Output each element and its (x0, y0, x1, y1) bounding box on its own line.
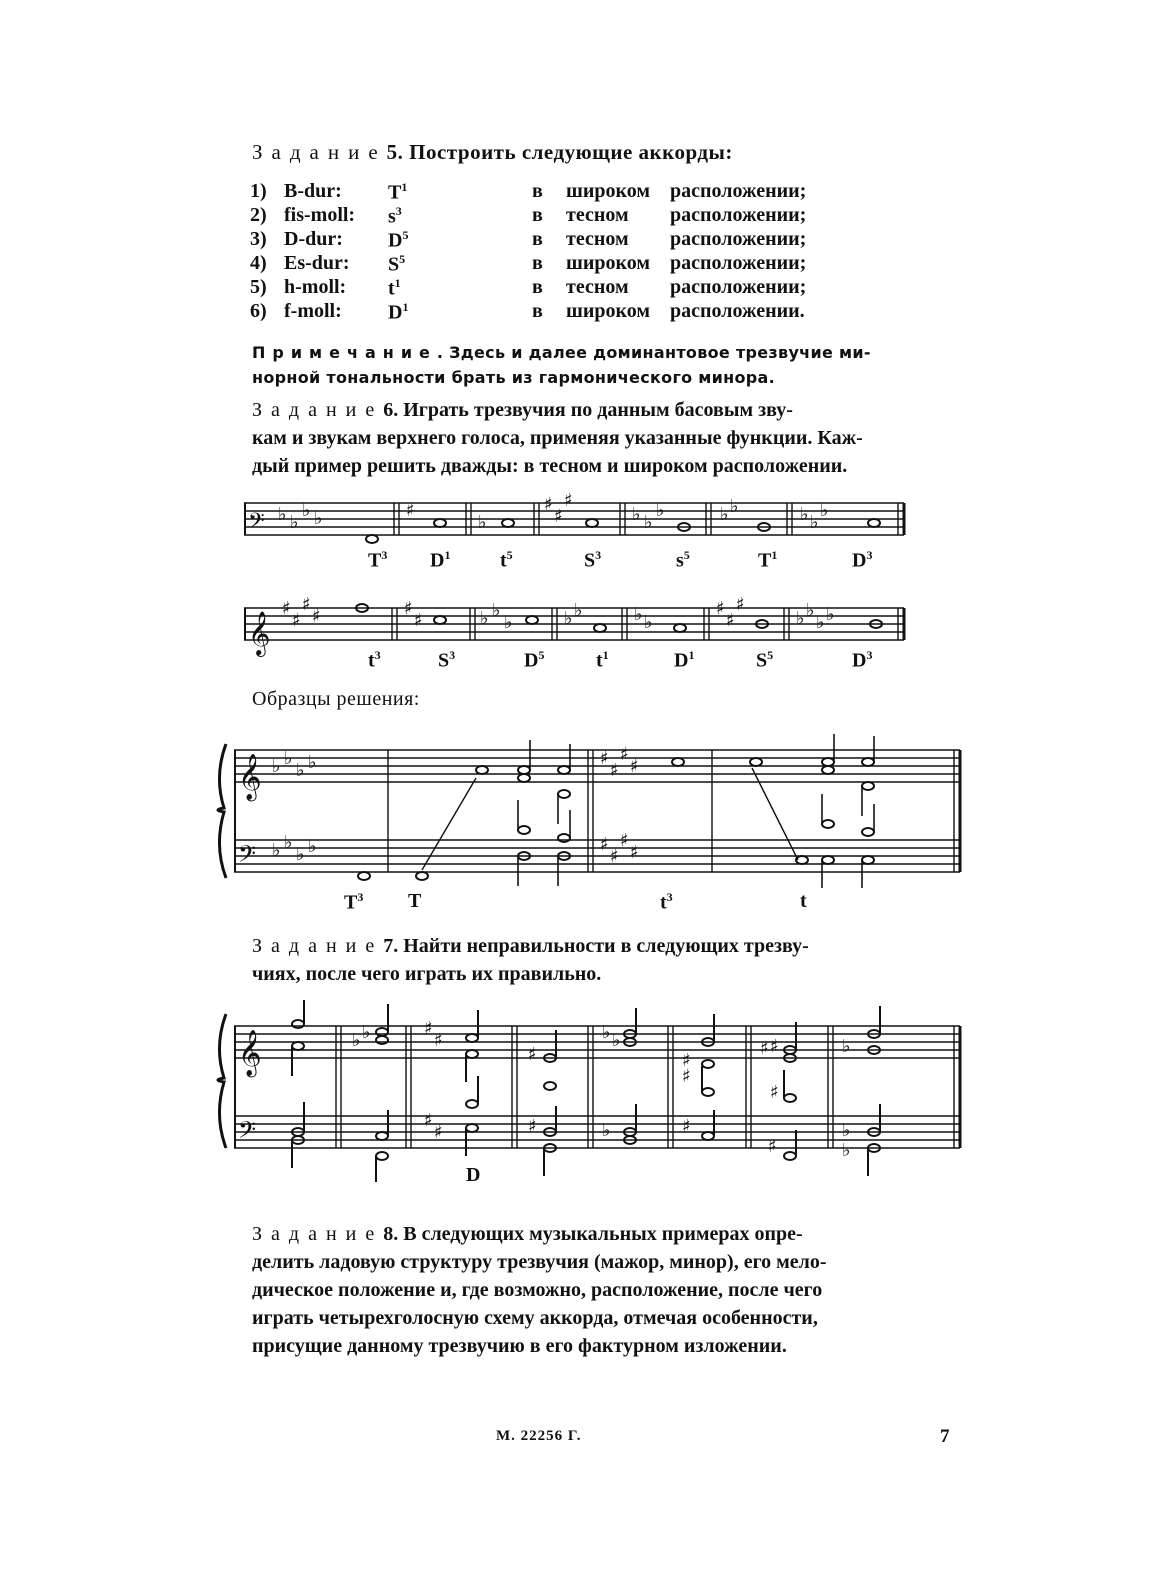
task6-line1: 6. Играть трезвучия по данным басовым зву- (383, 399, 793, 421)
chord-number: 2) (250, 204, 267, 226)
svg-text:♯: ♯ (600, 834, 609, 855)
svg-text:♭: ♭ (602, 1120, 611, 1141)
chord-arrangement: расположении. (670, 300, 805, 322)
chord-position: широком (566, 252, 651, 274)
svg-text:♯: ♯ (292, 610, 301, 631)
bass-clef-icon: 𝄢 (238, 1116, 257, 1149)
task7-line2: чиях, после чего играть их правильно. (252, 963, 602, 985)
function-label: $T^3$ (344, 890, 364, 914)
svg-text:♭: ♭ (504, 612, 513, 633)
svg-text:♯: ♯ (424, 1110, 433, 1131)
page-number: 7 (940, 1426, 950, 1447)
svg-text:♭: ♭ (800, 504, 809, 525)
svg-text:♯: ♯ (434, 1030, 443, 1051)
chord-preposition: в (532, 276, 543, 298)
svg-text:♭: ♭ (574, 600, 583, 621)
function-label: $S^3$ (584, 548, 602, 572)
svg-text:♭: ♭ (612, 1030, 621, 1051)
treble-clef-icon: 𝄞 (248, 611, 271, 655)
svg-text:♯: ♯ (736, 594, 745, 615)
svg-text:♭: ♭ (352, 1030, 361, 1051)
svg-text:♭: ♭ (564, 608, 573, 629)
svg-text:♯: ♯ (528, 1044, 537, 1065)
chord-position: тесном (566, 228, 629, 250)
svg-text:♯: ♯ (282, 598, 291, 619)
svg-text:♯: ♯ (760, 1038, 769, 1059)
svg-text:♭: ♭ (290, 512, 299, 533)
chord-function: $s^3$ (388, 204, 402, 228)
svg-text:♯: ♯ (770, 1036, 779, 1057)
chord-arrangement: расположении; (670, 180, 807, 202)
svg-text:♯: ♯ (302, 594, 311, 615)
note-line2: норной тональности брать из гармонического минора. (252, 368, 776, 387)
svg-text:♭: ♭ (842, 1120, 851, 1141)
svg-text:♭: ♭ (634, 604, 643, 625)
chord-function: $S^5$ (388, 252, 406, 276)
task6-line2: кам и звукам верхнего голоса, применяя указанные функции. Каж- (252, 427, 863, 449)
function-label: $D^3$ (852, 548, 873, 572)
svg-text:♭: ♭ (730, 496, 739, 517)
task8-word: Задание (252, 1223, 384, 1245)
chord-preposition: в (532, 228, 543, 250)
chord-function: $D^5$ (388, 228, 409, 252)
chord-position: тесном (566, 204, 629, 226)
chord-position: тесном (566, 276, 629, 298)
svg-text:♯: ♯ (564, 490, 573, 511)
chord-function: $t^1$ (388, 276, 401, 300)
chord-function: $D^1$ (388, 300, 409, 324)
svg-text:♭: ♭ (296, 844, 305, 865)
task5-heading (252, 140, 733, 165)
svg-text:♭: ♭ (644, 612, 653, 633)
svg-text:♭: ♭ (314, 508, 323, 529)
chord-arrangement: расположении; (670, 276, 807, 298)
svg-text:♭: ♭ (656, 500, 665, 521)
note-line1: . Здесь и далее доминантовое трезвучие ми- (436, 343, 871, 362)
task8-line1: 8. В следующих музыкальных примерах опре- (383, 1223, 803, 1245)
function-label: t (800, 890, 807, 912)
svg-text:♭: ♭ (842, 1036, 851, 1057)
task5-word: Задание (252, 140, 387, 164)
chord-key: Es-dur: (284, 252, 350, 274)
solutions-label: Образцы решения: (252, 688, 420, 710)
task6-text (252, 396, 972, 480)
chord-position: широком (566, 300, 651, 322)
bass-clef-icon: 𝄢 (248, 509, 265, 539)
svg-text:♭: ♭ (816, 612, 825, 633)
task6-solution-grand-staff (212, 738, 972, 888)
function-label: $T^3$ (368, 548, 388, 572)
svg-text:♯: ♯ (682, 1116, 691, 1137)
svg-text:♯: ♯ (610, 760, 619, 781)
function-label: $t^3$ (368, 648, 381, 672)
task8-line4: играть четырехголосную схему аккорда, отмечая особенности, (252, 1307, 818, 1329)
chord-arrangement: расположении; (670, 204, 807, 226)
chord-arrangement: расположении; (670, 252, 807, 274)
task6-treble-staff (244, 594, 914, 660)
chord-preposition: в (532, 180, 543, 202)
task7-function-label: D (466, 1164, 481, 1186)
task8-line3: дическое положение и, где возможно, расположение, после чего (252, 1279, 823, 1301)
svg-text:♭: ♭ (820, 500, 829, 521)
svg-text:♯: ♯ (726, 610, 735, 631)
svg-text:♭: ♭ (308, 836, 317, 857)
svg-text:♭: ♭ (644, 512, 653, 533)
function-label: $t^5$ (500, 548, 513, 572)
treble-clef-icon: 𝄞 (238, 754, 262, 800)
chord-key: fis-moll: (284, 204, 356, 226)
function-label: $S^3$ (438, 648, 456, 672)
svg-text:♯: ♯ (620, 744, 629, 765)
svg-text:♭: ♭ (826, 604, 835, 625)
svg-text:♯: ♯ (544, 494, 553, 515)
function-label: $T^1$ (758, 548, 778, 572)
task6-bass-staff (244, 490, 914, 548)
chord-preposition: в (532, 204, 543, 226)
chord-key: h-moll: (284, 276, 347, 298)
function-label: $D^3$ (852, 648, 873, 672)
bass-clef-icon: 𝄢 (238, 840, 257, 873)
chord-number: 6) (250, 300, 267, 322)
svg-text:♭: ♭ (272, 756, 281, 777)
task7-word: Задание (252, 935, 384, 957)
svg-text:♭: ♭ (272, 840, 281, 861)
svg-text:♭: ♭ (842, 1140, 851, 1161)
svg-text:♭: ♭ (492, 600, 501, 621)
chord-row (250, 204, 850, 228)
svg-text:♭: ♭ (806, 600, 815, 621)
svg-text:♭: ♭ (602, 1022, 611, 1043)
svg-text:♯: ♯ (528, 1116, 537, 1137)
task8-line5: присущие данному трезвучию в его фактурном изложении. (252, 1335, 787, 1357)
function-label: $D^1$ (430, 548, 451, 572)
function-label: $D^5$ (524, 648, 545, 672)
svg-text:♭: ♭ (720, 504, 729, 525)
svg-text:♯: ♯ (424, 1018, 433, 1039)
chord-row (250, 300, 850, 324)
chord-preposition: в (532, 252, 543, 274)
task7-line1: 7. Найти неправильности в следующих трезву- (383, 935, 809, 957)
svg-text:♭: ♭ (284, 832, 293, 853)
chord-key: f-moll: (284, 300, 342, 322)
task8-line2: делить ладовую структуру трезвучия (мажор, минор), его мело- (252, 1251, 827, 1273)
svg-text:♯: ♯ (312, 606, 321, 627)
chord-row (250, 180, 850, 204)
task7-text (252, 932, 972, 988)
function-label: $s^5$ (676, 548, 690, 572)
svg-text:♯: ♯ (406, 500, 415, 521)
chord-number: 3) (250, 228, 267, 250)
chord-key: D-dur: (284, 228, 343, 250)
svg-text:♯: ♯ (620, 830, 629, 851)
chord-function: $T^1$ (388, 180, 408, 204)
treble-clef-icon: 𝄞 (238, 1030, 262, 1076)
svg-text:♯: ♯ (600, 748, 609, 769)
svg-text:♭: ♭ (632, 504, 641, 525)
chord-arrangement: расположении; (670, 228, 807, 250)
svg-text:♭: ♭ (810, 512, 819, 533)
task5-title: 5. Построить следующие аккорды: (386, 140, 733, 164)
svg-text:♭: ♭ (478, 512, 487, 533)
svg-text:♭: ♭ (278, 504, 287, 525)
note-word: Примечание (252, 343, 437, 362)
function-label: $t^1$ (596, 648, 609, 672)
svg-text:♯: ♯ (610, 846, 619, 867)
task5-note (252, 340, 972, 390)
function-label: $S^5$ (756, 648, 774, 672)
task6-word: Задание (252, 399, 384, 421)
chord-key: B-dur: (284, 180, 342, 202)
chord-number: 5) (250, 276, 267, 298)
footer-code: М. 22256 Г. (496, 1428, 582, 1444)
task8-text (252, 1220, 972, 1360)
svg-text:♯: ♯ (630, 756, 639, 777)
svg-text:♭: ♭ (362, 1022, 371, 1043)
svg-text:♭: ♭ (796, 608, 805, 629)
chord-preposition: в (532, 300, 543, 322)
chord-number: 4) (250, 252, 267, 274)
svg-text:♯: ♯ (768, 1136, 777, 1157)
svg-text:♯: ♯ (630, 842, 639, 863)
function-label: $D^1$ (674, 648, 695, 672)
chord-row (250, 228, 850, 252)
svg-text:♭: ♭ (308, 752, 317, 773)
chord-row (250, 276, 850, 300)
function-label: $t^3$ (660, 890, 673, 914)
svg-text:♯: ♯ (716, 598, 725, 619)
svg-text:♭: ♭ (284, 748, 293, 769)
svg-text:♯: ♯ (682, 1050, 691, 1071)
svg-text:♯: ♯ (434, 1122, 443, 1143)
svg-text:♯: ♯ (682, 1066, 691, 1087)
svg-text:♯: ♯ (770, 1082, 779, 1103)
svg-text:♯: ♯ (414, 610, 423, 631)
svg-text:♭: ♭ (480, 608, 489, 629)
chord-number: 1) (250, 180, 267, 202)
svg-text:♭: ♭ (296, 760, 305, 781)
svg-text:♯: ♯ (554, 506, 563, 527)
svg-text:♭: ♭ (302, 500, 311, 521)
chord-row (250, 252, 850, 276)
task7-grand-staff (212, 1006, 972, 1166)
function-label: T (408, 890, 422, 912)
chord-position: широком (566, 180, 651, 202)
task6-line3: дый пример решить дважды: в тесном и широком расположении. (252, 455, 848, 477)
svg-text:♯: ♯ (404, 598, 413, 619)
